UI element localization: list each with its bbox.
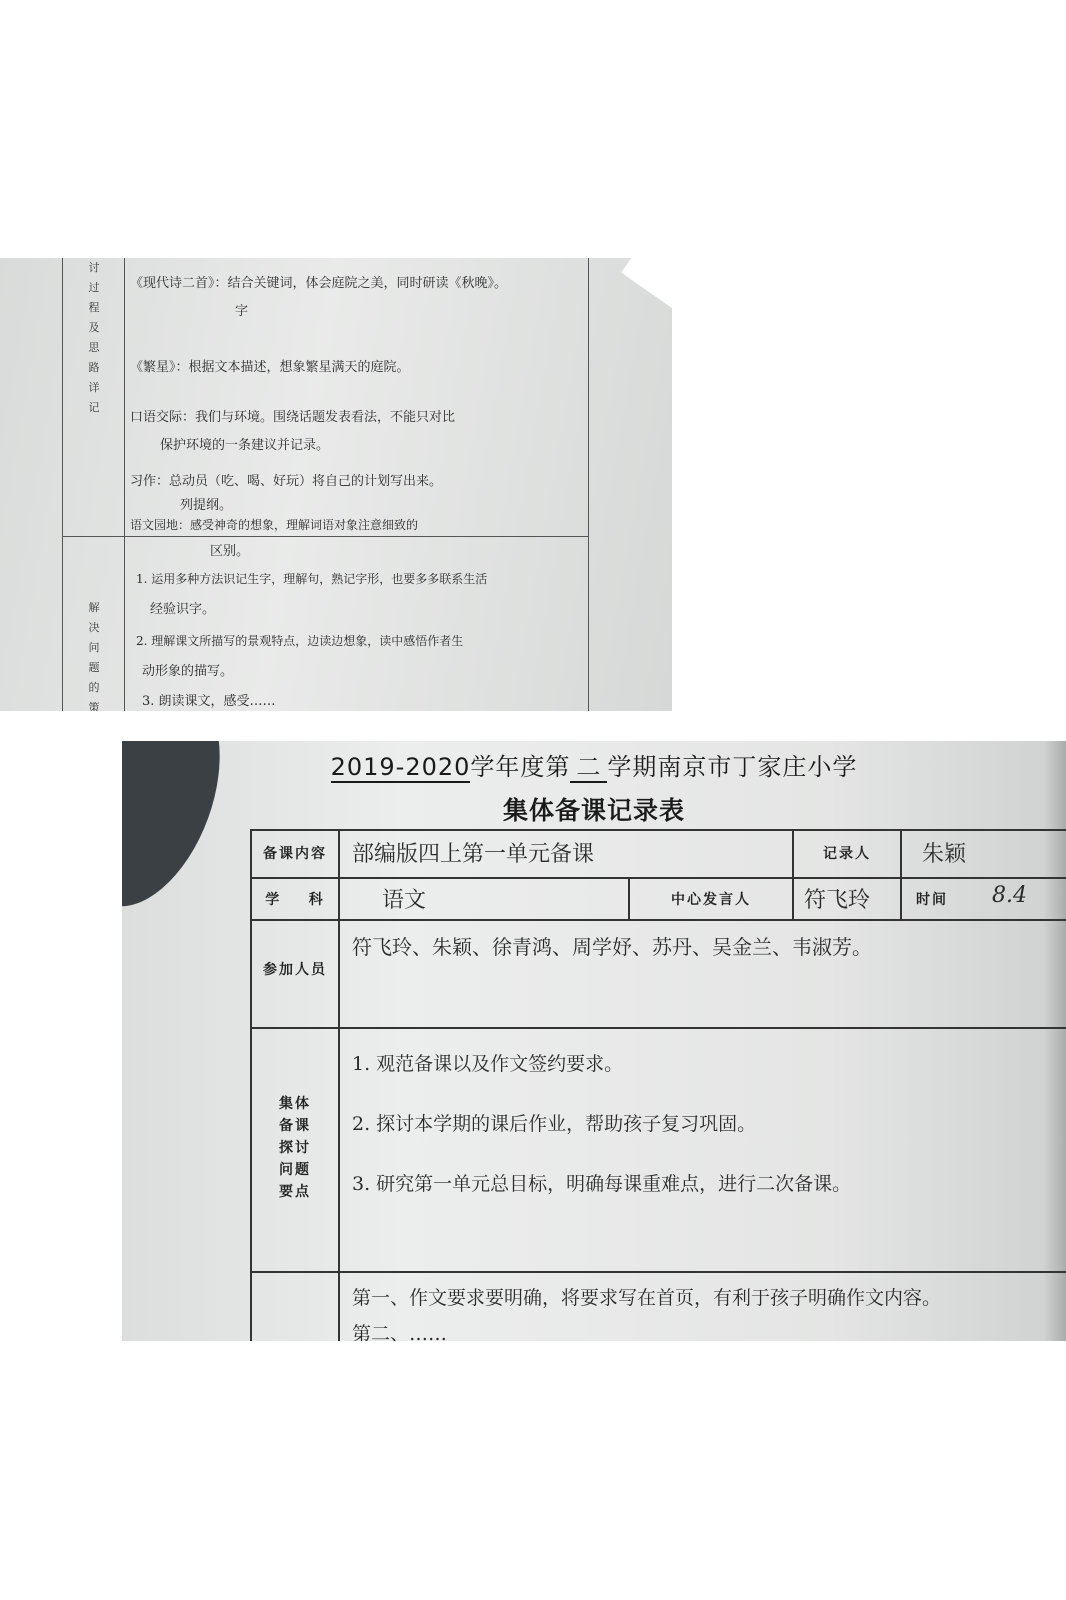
label-content: 备课内容 — [263, 846, 327, 862]
note-line: 字 — [235, 304, 249, 319]
note-line: 1. 运用多种方法识记生字，理解句，熟记字形，也要多多联系生活 — [136, 572, 488, 586]
section-label-strategy: 解 决 问 题 的 策 — [88, 601, 100, 711]
discussion-point: 3. 研究第一单元总目标，明确每课重难点，进行二次备课。 — [352, 1173, 852, 1195]
note-line: 列提纲。 — [180, 498, 233, 513]
note-line: 3. 朗读课文，感受…… — [142, 694, 276, 709]
note-line: 经验识字。 — [150, 602, 216, 617]
table-border — [338, 831, 340, 1341]
table-border — [588, 258, 589, 711]
table-border — [62, 258, 63, 711]
discussion-point: 2. 探讨本学期的课后作业，帮助孩子复习巩固。 — [352, 1113, 757, 1135]
section-label-process: 讨 过 程 及 思 路 详 记 — [88, 261, 100, 414]
label-recorder: 记录人 — [823, 846, 871, 862]
discussion-point: 1. 观范备课以及作文签约要求。 — [352, 1053, 624, 1075]
note-line: 动形象的描写。 — [142, 664, 234, 679]
semester: 二 — [570, 753, 607, 783]
note-line: 《繁星》：根据文本描述，想象繁星满天的庭院。 — [130, 360, 410, 375]
bottom-photo — [122, 741, 1066, 1341]
heading-text: 学年度第 — [470, 753, 571, 781]
label-speaker: 中心发言人 — [671, 892, 751, 908]
label-time: 时间 — [916, 892, 948, 908]
note-line: 语文园地：感受神奇的想象，理解词语对象注意细致的 — [130, 518, 419, 532]
value-time: 8.4 — [992, 883, 1027, 908]
value-subject: 语文 — [382, 888, 427, 913]
heading-text: 学期南京市丁家庄小学 — [607, 753, 858, 781]
school-year: 2019-2020 — [330, 753, 471, 781]
table-border — [252, 919, 1066, 921]
table-border — [252, 1027, 1066, 1029]
value-participants: 符飞玲、朱颖、徐青鸿、周学妤、苏丹、吴金兰、韦淑芳。 — [352, 935, 872, 959]
value-speaker: 符飞玲 — [804, 888, 871, 913]
note-line: 《现代诗二首》：结合关键词，体会庭院之美，同时研读《秋晚》。 — [130, 276, 508, 291]
form-title: 集体备课记录表 — [502, 796, 685, 825]
label-participants: 参加人员 — [263, 962, 327, 978]
note-line: 2. 理解课文所描写的景观特点，边读边想象，读中感悟作者生 — [136, 634, 464, 648]
label-discussion: 集体 备课 探讨 问题 要点 — [279, 1096, 311, 1200]
strategy-line: 第一、作文要求要明确，将要求写在首页，有利于孩子明确作文内容。 — [352, 1287, 942, 1309]
value-recorder: 朱颖 — [922, 842, 967, 867]
page-curl — [621, 258, 672, 313]
table-border — [252, 1271, 1066, 1273]
strategy-line: 第二、…… — [352, 1323, 448, 1341]
note-line: 区别。 — [210, 544, 250, 559]
form-heading — [122, 747, 1066, 782]
label-subject: 学 科 — [265, 892, 325, 908]
value-content: 部编版四上第一单元备课 — [352, 842, 595, 867]
note-line: 口语交际：我们与环境。围绕话题发表看法，不能只对比 — [130, 410, 456, 425]
table-border — [124, 258, 125, 711]
note-line: 保护环境的一条建议并记录。 — [160, 438, 330, 453]
record-table — [250, 829, 1066, 1341]
top-photo — [0, 258, 672, 711]
table-border — [62, 536, 588, 537]
note-line: 习作：总动员（吃、喝、好玩）将自己的计划写出来。 — [130, 474, 443, 489]
table-border — [252, 877, 1066, 879]
